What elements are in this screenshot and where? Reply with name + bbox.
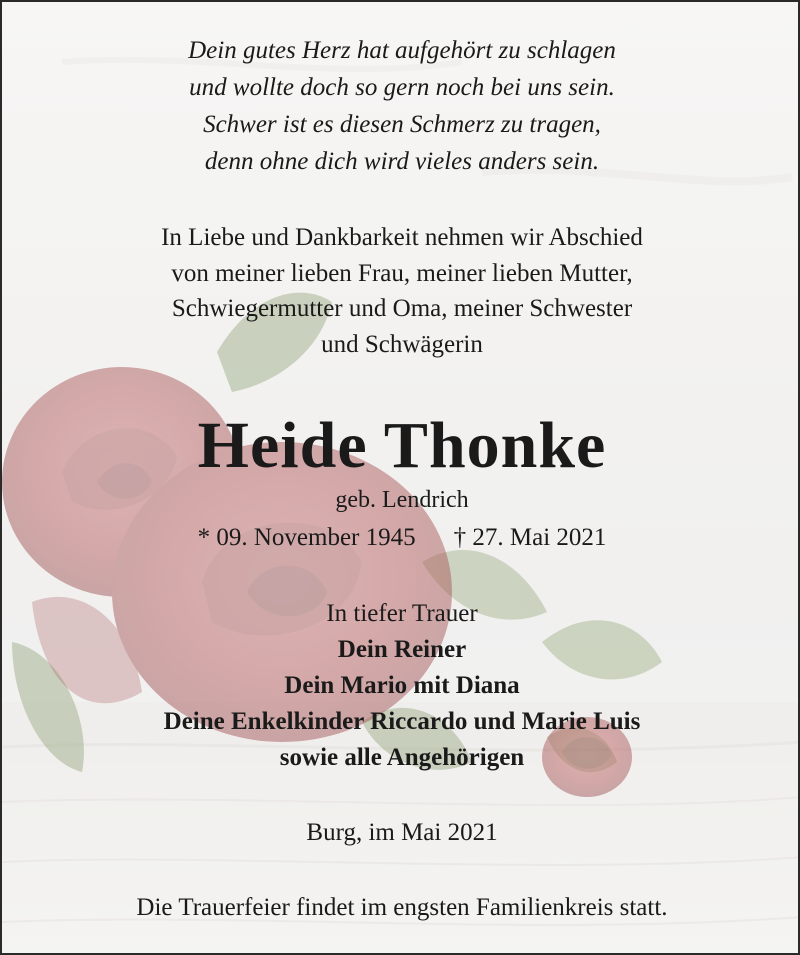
intro-line: von meiner lieben Frau, meiner lieben Mutter, <box>171 259 633 287</box>
mourner-name: sowie alle Angehörigen <box>279 744 525 771</box>
intro-line: und Schwägerin <box>321 330 483 358</box>
farewell-intro <box>2 220 800 362</box>
poem-line: denn ohne dich wird vieles anders sein. <box>204 148 600 175</box>
mourner-name: Dein Reiner <box>337 636 467 663</box>
poem-line: Schwer ist es diesen Schmerz zu tragen, <box>203 111 601 138</box>
deceased-name: Heide Thonke <box>197 409 607 482</box>
intro-line: In Liebe und Dankbarkeit nehmen wir Abschied <box>161 224 643 251</box>
maiden-name: geb. Lendrich <box>335 487 469 513</box>
birth-date: * 09. November 1945 <box>197 524 416 551</box>
poem-line: Dein gutes Herz hat aufgehört zu schlagen <box>188 37 616 64</box>
funeral-note: Die Trauerfeier findet im engsten Familienkreis statt. <box>136 894 668 921</box>
life-dates <box>2 522 800 554</box>
intro-line: Schwiegermutter und Oma, meiner Schwester <box>171 295 633 322</box>
mourner-name: Deine Enkelkinder Riccardo und Marie Luis <box>163 708 641 735</box>
place-date: Burg, im Mai 2021 <box>306 819 498 846</box>
mourner-name: Dein Mario mit Diana <box>284 672 520 699</box>
mourners-block <box>2 596 800 776</box>
mourning-intro: In tiefer Trauer <box>326 600 478 627</box>
death-date: † 27. Mai 2021 <box>453 524 607 551</box>
poem-line: und wollte doch so gern noch bei uns sein. <box>189 74 615 101</box>
poem <box>2 32 800 180</box>
